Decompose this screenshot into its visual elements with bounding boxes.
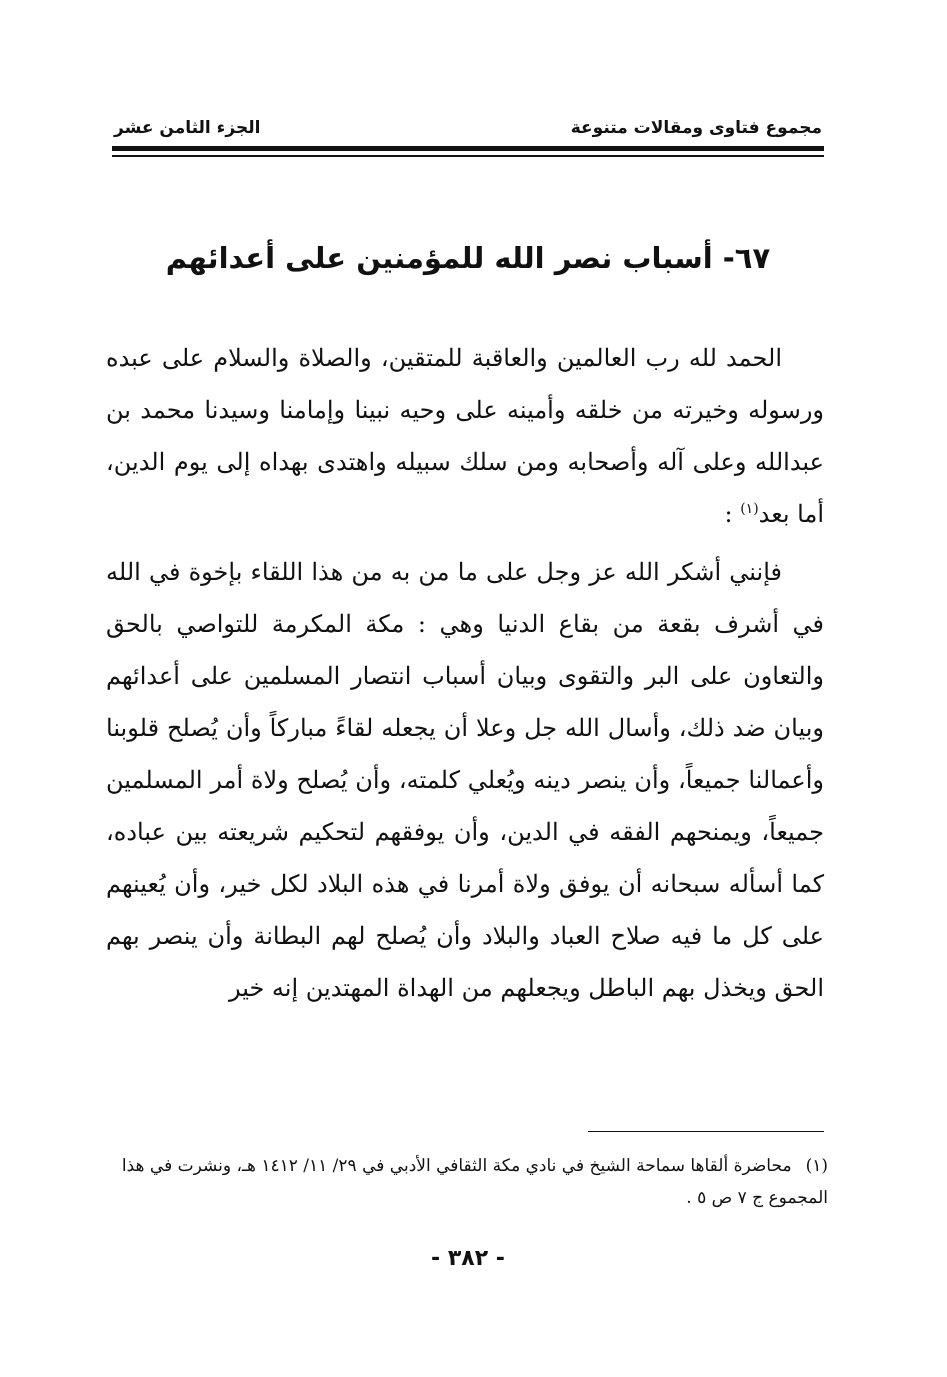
page-number: - ٣٨٢ - <box>431 1246 505 1271</box>
footnote <box>112 1150 828 1214</box>
footnote-separator <box>588 1131 824 1132</box>
running-header <box>112 110 824 150</box>
article-body <box>106 332 824 1014</box>
paragraph-main: فإنني أشكر الله عز وجل على ما من به من هذا اللقاء بإخوة في الله في أشرف بقعة من بقاع الدنيا وهي : مكة المكرمة للتواصي بالحق والتعاون على البر والتقوى وبيان أسباب انتصار المسلمين على أعدائهم وبيان ضد ذلك، وأسال الله جل وعلا أن يجعله لقاءً مباركاً وأن يُصلح قلوبنا وأعمالنا جميعاً، وأن ينصر دينه ويُعلي كلمته، وأن يُصلح ولاة أمر المسلمين جميعاً، ويمنحهم الفقه في الدين، وأن يوفقهم لتحكيم شريعته بين عباده، كما أسأله سبحانه أن يوفق ولاة أمرنا في هذه البلاد لكل خير، وأن يُعينهم على كل ما فيه صلاح العباد والبلاد وأن يُصلح لهم البطانة وأن ينصر بهم الحق ويخذل بهم الباطل ويجعلهم من الهداة المهتدين إنه خير <box>106 558 825 1002</box>
header-rule-thin <box>112 155 824 157</box>
footnote-marker: (١) <box>805 1156 828 1176</box>
footnote-text: محاضرة ألقاها سماحة الشيخ في نادي مكة الثقافي الأدبي في ٢٩/ ١١/ ١٤١٢ هـ، ونشرت في هذا المجموع ج ٧ ص ٥ . <box>121 1156 828 1208</box>
volume-label: الجزء الثامن عشر <box>114 118 261 138</box>
article-title: ٦٧- أسباب نصر الله للمؤمنين على أعدائهم <box>165 241 771 275</box>
paragraph-opening-colon: : <box>724 500 733 528</box>
header-rule-thick <box>112 146 824 151</box>
paragraph-opening <box>106 332 824 540</box>
paragraph-opening-text: الحمد لله رب العالمين والعاقبة للمتقين، والصلاة والسلام على عبده ورسوله وخيرته من خلقه وأمينه على وحيه نبينا وإمامنا وسيدنا محمد بن عبدالله وعلى آله وأصحابه ومن سلك سبيله واهتدى بهداه إلى يوم الدين، أما بعد <box>106 344 824 528</box>
footnote-reference: (١) <box>740 501 759 517</box>
book-title: مجموع فتاوى ومقالات متنوعة <box>570 118 822 138</box>
